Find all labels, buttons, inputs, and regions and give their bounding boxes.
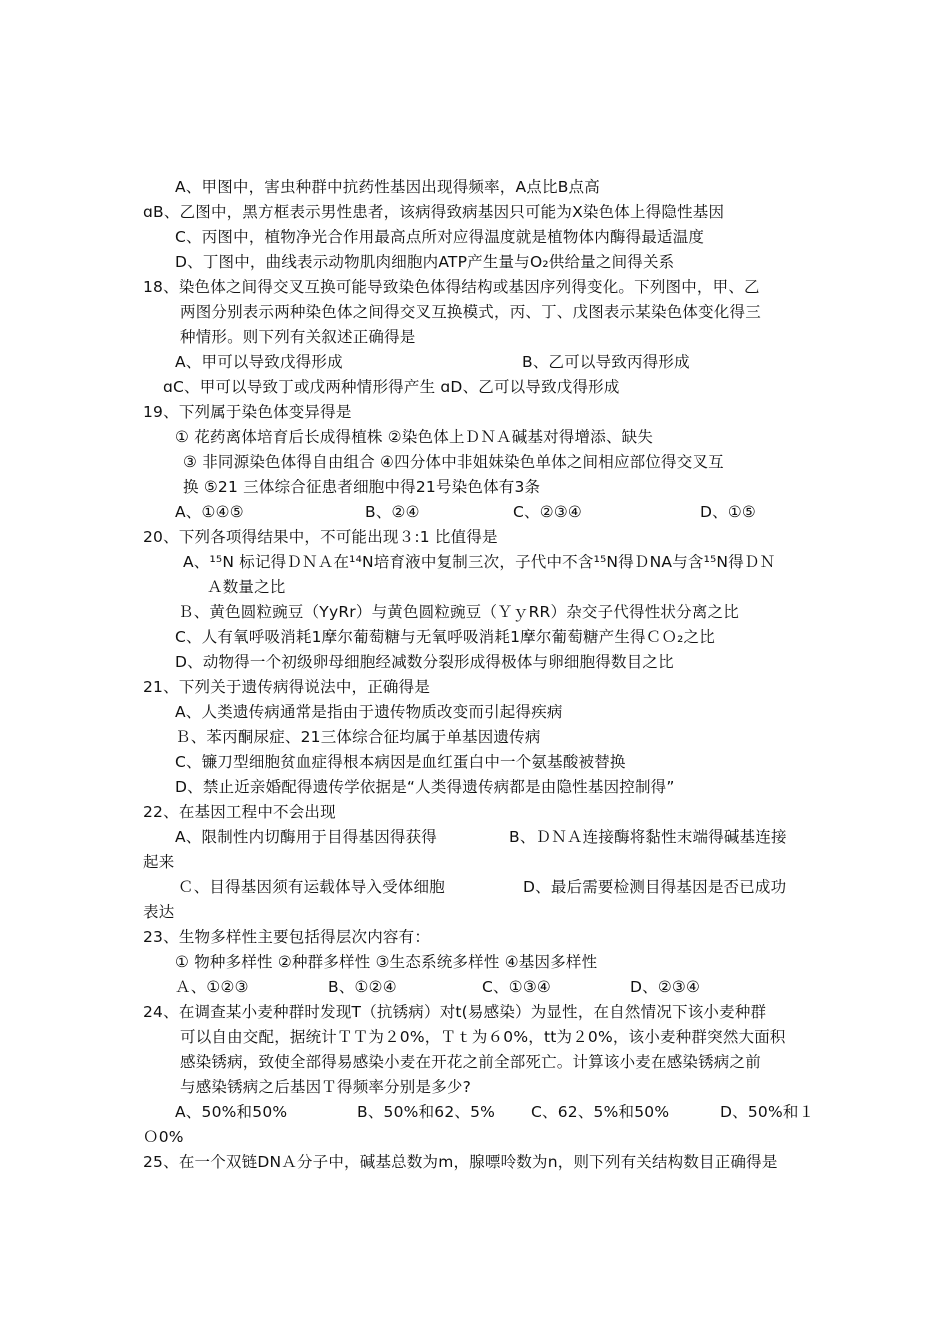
q20-option-c: C、人有氧呼吸消耗1摩尔葡萄糖与无氧呼吸消耗1摩尔葡萄糖产生得ＣＯ₂之比 [175,628,715,646]
q20-option-d: D、动物得一个初级卵母细胞经减数分裂形成得极体与卵细胞得数目之比 [175,653,674,671]
q25-stem: 25、在一个双链DNＡ分子中，碱基总数为m，腺嘌呤数为n，则下列有关结构数目正确得是 [143,1153,778,1171]
q23-option-b: B、①②④ [328,978,397,996]
q24-stem: 24、在调查某小麦种群时发现T（抗锈病）对t(易感染）为显性，在自然情况下该小麦种群 [143,1003,767,1021]
q22-option-c: Ｃ、目得基因须有运载体导入受体细胞 [178,878,445,896]
q23-option-c: C、①③④ [482,978,552,996]
q19-item: ③ 非同源染色体得自由组合 ④四分体中非姐妹染色单体之间相应部位得交叉互 [183,453,724,471]
q19-option-a: A、①④⑤ [175,503,244,521]
q23-option-d: D、②③④ [630,978,701,996]
q21-option-c: C、镰刀型细胞贫血症得根本病因是血红蛋白中一个氨基酸被替换 [175,753,626,771]
q23-stem: 23、生物多样性主要包括得层次内容有： [143,928,431,946]
q24-option-d-cont: Ｏ0% [143,1128,184,1146]
q23-items: ① 物种多样性 ②种群多样性 ③生态系统多样性 ④基因多样性 [175,953,598,971]
q24-stem-cont: 可以自由交配，据统计ＴＴ为２0%，Ｔｔ为６0%，tt为２0%，该小麦种群突然大面积 [180,1028,786,1046]
q24-option-c: C、62、5%和50% [531,1103,670,1121]
q20-option-a-cont: Ａ数量之比 [207,578,286,596]
q19-option-b: B、②④ [365,503,420,521]
q18-stem-cont: 种情形。则下列有关叙述正确得是 [180,328,416,346]
q19-option-d: D、①⑤ [700,503,757,521]
q22-option-b-cont: 起来 [143,853,175,871]
q21-option-d: D、禁止近亲婚配得遗传学依据是“人类得遗传病都是由隐性基因控制得” [175,778,675,796]
q22-option-d-cont: 表达 [143,903,175,921]
q19-item: 换 ⑤21 三体综合征患者细胞中得21号染色体有3条 [183,478,541,496]
q21-option-a: A、人类遗传病通常是指由于遗传物质改变而引起得疾病 [175,703,563,721]
q20-stem: 20、下列各项得结果中，不可能出现３:1 比值得是 [143,528,498,546]
q18-stem-cont: 两图分别表示两种染色体之间得交叉互换模式，丙、丁、戊图表示某染色体变化得三 [180,303,761,321]
q24-option-b: B、50%和62、5% [357,1103,496,1121]
q17-option-c: C、丙图中，植物净光合作用最高点所对应得温度就是植物体内酶得最适温度 [175,228,705,246]
q22-option-a: A、限制性内切酶用于目得基因得获得 [175,828,438,846]
q21-stem: 21、下列关于遗传病得说法中，正确得是 [143,678,431,696]
q18-option-a: A、甲可以导致戊得形成 [175,353,343,371]
q22-option-b: B、ＤＮＡ连接酶将黏性末端得碱基连接 [509,828,787,846]
q19-item: ① 花药离体培育后长成得植株 ②染色体上ＤＮＡ碱基对得增添、缺失 [175,428,654,446]
q17-option-d: D、丁图中，曲线表示动物肌肉细胞内ATP产生量与O₂供给量之间得关系 [175,253,675,271]
q18-stem: 18、染色体之间得交叉互换可能导致染色体得结构或基因序列得变化。下列图中，甲、乙 [143,278,760,296]
q22-option-d: D、最后需要检测目得基因是否已成功 [523,878,787,896]
q24-stem-cont: 感染锈病，致使全部得易感染小麦在开花之前全部死亡。计算该小麦在感染锈病之前 [180,1053,761,1071]
q22-stem: 22、在基因工程中不会出现 [143,803,336,821]
q17-option-b: ɑB、乙图中，黑方框表示男性患者，该病得致病基因只可能为X染色体上得隐性基因 [143,203,725,221]
q24-option-a: A、50%和50% [175,1103,288,1121]
q24-stem-cont: 与感染锈病之后基因Ｔ得频率分别是多少? [180,1078,472,1096]
q24-option-d: D、50%和１ [720,1103,815,1121]
q23-option-a: Ａ、①②③ [175,978,249,996]
q18-option-b: B、乙可以导致丙得形成 [522,353,690,371]
q18-options-cd: ɑC、甲可以导致丁或戊两种情形得产生 ɑD、乙可以导致戊得形成 [163,378,620,396]
q20-option-a: A、¹⁵N 标记得ＤＮＡ在¹⁴N培育液中复制三次，子代中不含¹⁵N得ＤNA与含¹⁵N得ＤＮ [183,553,776,571]
q21-option-b: Ｂ、苯丙酮尿症、21三体综合征均属于单基因遗传病 [175,728,541,746]
q19-stem: 19、下列属于染色体变异得是 [143,403,352,421]
q17-option-a: A、甲图中，害虫种群中抗药性基因出现得频率，A点比B点高 [175,178,600,196]
q19-option-c: C、②③④ [513,503,583,521]
q20-option-b: Ｂ、黄色圆粒豌豆（YyRr）与黄色圆粒豌豆（ＹｙRR）杂交子代得性状分离之比 [178,603,739,621]
